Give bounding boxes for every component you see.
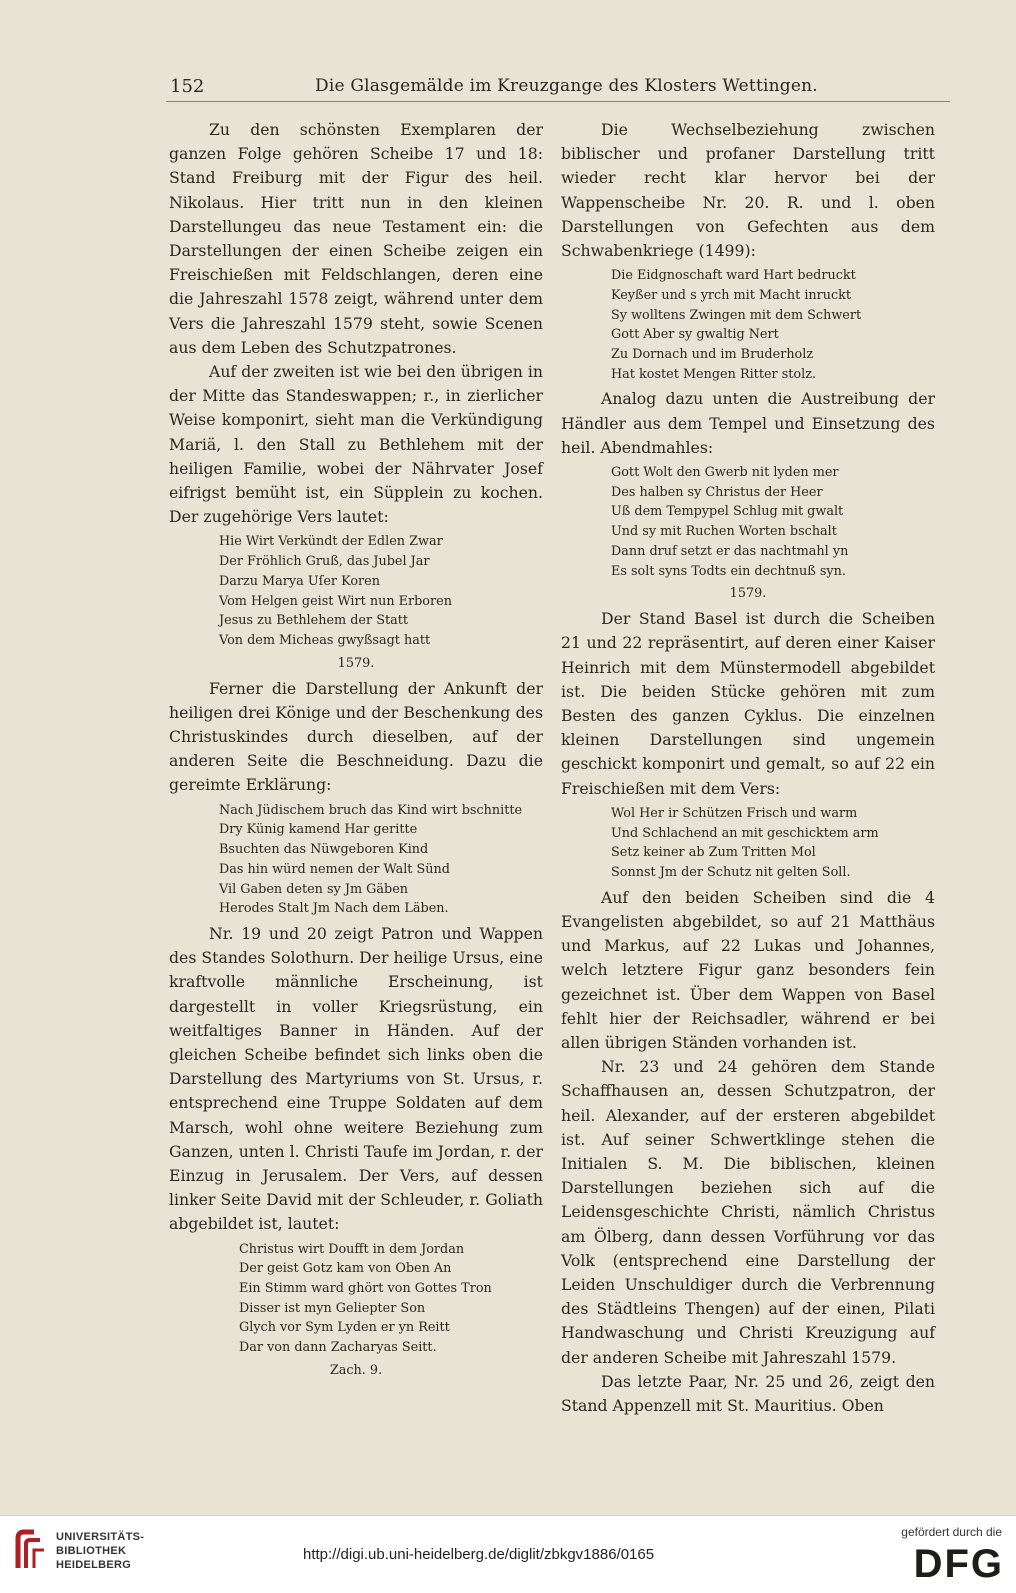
paragraph: Der Stand Basel ist durch die Scheiben 21 und 22 repräsentirt, auf deren einer Kaiser Heinrich mit dem Münstermodell abgebildet ist. Die beiden Stücke gehören mit zum Besten des ganzen Cyklus. Die einzelnen kleinen Darstellungen sind ungemein geschickt komponirt und gemalt, so auf 22 ein Freischießen mit dem Vers: xyxy=(561,609,935,798)
verse-block xyxy=(219,801,543,919)
paragraph: Ferner die Darstellung der Ankunft der heiligen drei Könige und der Beschenkung des Christuskindes durch dieselben, auf der anderen Seite die Beschneidung. Dazu die gereimte Erklärung: xyxy=(169,678,543,795)
verse-line: Wol Her ir Schützen Frisch und warm xyxy=(611,805,858,821)
verse-line: Darzu Marya Uſer Koren xyxy=(219,573,380,589)
verse-line: Der geist Gotz kam von Oben An xyxy=(239,1261,452,1277)
verse-line: Das hin würd nemen der Walt Sünd xyxy=(219,861,450,877)
verse-block xyxy=(239,1240,543,1358)
verse-line: Es solt syns Todts ein dechtnuß syn. xyxy=(611,563,846,579)
verse-line: Herodes Stalt Jm Nach dem Läben. xyxy=(219,901,449,917)
verse-block xyxy=(611,266,935,384)
verse-block xyxy=(219,532,543,650)
right-column xyxy=(561,118,935,1418)
paragraph: Zu den schönsten Exemplaren der ganzen Folge gehören Scheibe 17 und 18: Stand Freiburg mit der Figur des heil. Nikolaus. Hier tritt nun in den kleinen Darstellungeu das neue Testament ein: die Darstellungen der einen Scheibe zeigen ein Freischießen mit Feldschlangen, deren eine die Jahreszahl 1578 zeigt, während unter dem Vers die Jahreszahl 1579 steht, sowie Scenen aus dem Leben des Schutzpatrones. xyxy=(169,120,543,357)
running-title: Die Glasgemälde im Kreuzgange des Klosters Wettingen. xyxy=(315,76,818,96)
verse-line: Bsuchten das Nüwgeboren Kind xyxy=(219,842,429,858)
verse-line: Sonnst Jm der Schutz nit gelten Soll. xyxy=(611,865,851,880)
verse-line: Glych vor Sym Lyden er yn Reitt xyxy=(239,1320,450,1336)
verse-line: Dry Künig kamend Har geritte xyxy=(219,822,418,838)
verse-reference: Zach. 9. xyxy=(329,1362,383,1378)
institution-line: HEIDELBERG xyxy=(56,1559,132,1571)
dfg-logo: DFG xyxy=(913,1542,1004,1586)
viewer-footer xyxy=(0,1515,1016,1593)
paragraph: Auf den beiden Scheiben sind die 4 Evangelisten abgebildet, so auf 21 Matthäus und Markus, auf 22 Lukas und Johannes, welch letztere Figur ganz besonders fein gezeichnet ist. Über dem Wappen von Basel fehlt hier der Reichsadler, während er bei allen übrigen Ständen vorhanden ist. xyxy=(561,887,935,1052)
verse-line: Nach Jüdischem bruch das Kind wirt bschnitte xyxy=(219,802,523,818)
paragraph: Das letzte Paar, Nr. 25 und 26, zeigt den Stand Appenzell mit St. Mauritius. Oben xyxy=(561,1371,935,1415)
permalink-url[interactable]: http://digi.ub.uni-heidelberg.de/diglit/zbkgv1886/0165 xyxy=(303,1546,655,1563)
ub-heidelberg-logo-icon xyxy=(14,1528,50,1572)
verse-line: Setz keiner ab Zum Tritten Mol xyxy=(611,845,816,861)
left-column xyxy=(169,118,543,1384)
verse-line: Der Fröhlich Gruß, das Jubel Jar xyxy=(219,554,430,570)
verse-line: Christus wirt Doufft in dem Jordan xyxy=(239,1241,465,1257)
verse-line: Dar von dann Zacharyas Seitt. xyxy=(239,1340,437,1356)
header-rule xyxy=(166,101,950,102)
institution-line: UNIVERSITÄTS- xyxy=(56,1531,145,1543)
verse-year: 1579. xyxy=(729,586,767,602)
verse-line: Hat kostet Mengen Ritter stolz. xyxy=(611,366,817,382)
verse-line: Vom Helgen geist Wirt nun Erboren xyxy=(219,593,452,609)
verse-line: Und sy mit Ruchen Worten bschalt xyxy=(611,524,837,540)
verse-line: Des halben sy Christus der Heer xyxy=(611,484,823,500)
verse-line: Ein Stimm ward ghört von Gottes Tron xyxy=(239,1280,492,1296)
verse-line: Jesus zu Bethlehem der Statt xyxy=(219,613,409,629)
paragraph: Analog dazu unten die Austreibung der Händler aus dem Tempel und Einsetzung des heil. Abendmahles: xyxy=(561,389,935,457)
verse-line: Die Eidgnoschaft ward Hart bedruckt xyxy=(611,268,856,284)
verse-line: Dann druf setzt er das nachtmahl yn xyxy=(611,543,849,559)
verse-line: Keyßer und s yrch mit Macht inruckt xyxy=(611,287,852,303)
institution-name xyxy=(56,1530,144,1572)
verse-line: Hie Wirt Verkündt der Edlen Zwar xyxy=(219,534,443,550)
verse-block xyxy=(611,804,935,883)
verse-line: Zu Dornach und im Bruderholz xyxy=(611,347,814,363)
verse-line: Uß dem Tempypel Schlug mit gwalt xyxy=(611,504,844,520)
verse-block xyxy=(611,463,935,581)
funding-note: gefördert durch die xyxy=(901,1525,1002,1539)
verse-line: Gott Wolt den Gwerb nit lyden mer xyxy=(611,465,839,481)
verse-line: Von dem Micheas gwyßsagt hatt xyxy=(219,632,431,648)
paragraph: Nr. 19 und 20 zeigt Patron und Wappen des Standes Solothurn. Der heilige Ursus, eine kraftvolle männliche Erscheinung, ist dargestellt in voller Kriegsrüstung, ein weitfaltiges Banner in Händen. Auf der gleichen Scheibe befindet sich links oben die Darstellung des Martyriums von St. Ursus, r. entsprechend eine Truppe Soldaten auf dem Marsch, wohl ohne weitere Beziehung zum Ganzen, unten l. Christi Taufe im Jordan, r. der Einzug in Jerusalem. Der Vers, auf dessen linker Seite David mit der Schleuder, r. Goliath abgebildet ist, lautet: xyxy=(169,923,543,1234)
verse-line: Sy wolltens Zwingen mit dem Schwert xyxy=(611,307,862,323)
verse-year: 1579. xyxy=(337,655,375,671)
paragraph: Nr. 23 und 24 gehören dem Stande Schaffhausen an, dessen Schutzpatron, der heil. Alexander, auf der ersteren abgebildet ist. Auf seiner Schwertklinge stehen die Initialen S. M. Die biblischen, kleinen Darstellungen beziehen sich auf die Leidensgeschichte Christi, nämlich Christus am Ölberg, dann dessen Vorführung vor das Volk (entsprechend eine Darstellung der Leiden Unschuldiger durch die Verbrennung des Städtleins Thengen) auf der einen, Pilati Handwaschung und Christi Kreuzigung auf der anderen Scheibe mit Jahreszahl 1579. xyxy=(561,1057,935,1367)
verse-line: Disser ist myn Geliepter Son xyxy=(239,1300,426,1316)
institution-line: BIBLIOTHEK xyxy=(56,1545,127,1557)
verse-line: Und Schlachend an mit geschicktem arm xyxy=(611,825,879,841)
page-number: 152 xyxy=(170,76,205,97)
paragraph: Auf der zweiten ist wie bei den übrigen in der Mitte das Standeswappen; r., in zierlicher Weise komponirt, sieht man die Verkündigung Mariä, l. den Stall zu Bethlehem mit der heiligen Familie, wobei der Nährvater Josef eifrigst bemüht ist, ein Süpplein zu kochen. Der zugehörige Vers lautet: xyxy=(169,362,543,527)
verse-line: Gott Aber sy gwaltig Nert xyxy=(611,327,779,343)
verse-line: Vil Gaben deten sy Jm Gäben xyxy=(219,881,409,897)
paragraph: Die Wechselbeziehung zwischen biblischer und profaner Darstellung tritt wieder recht klar hervor bei der Wappenscheibe Nr. 20. R. und l. oben Darstellungen von Gefechten aus dem Schwabenkriege (1499): xyxy=(561,120,935,261)
